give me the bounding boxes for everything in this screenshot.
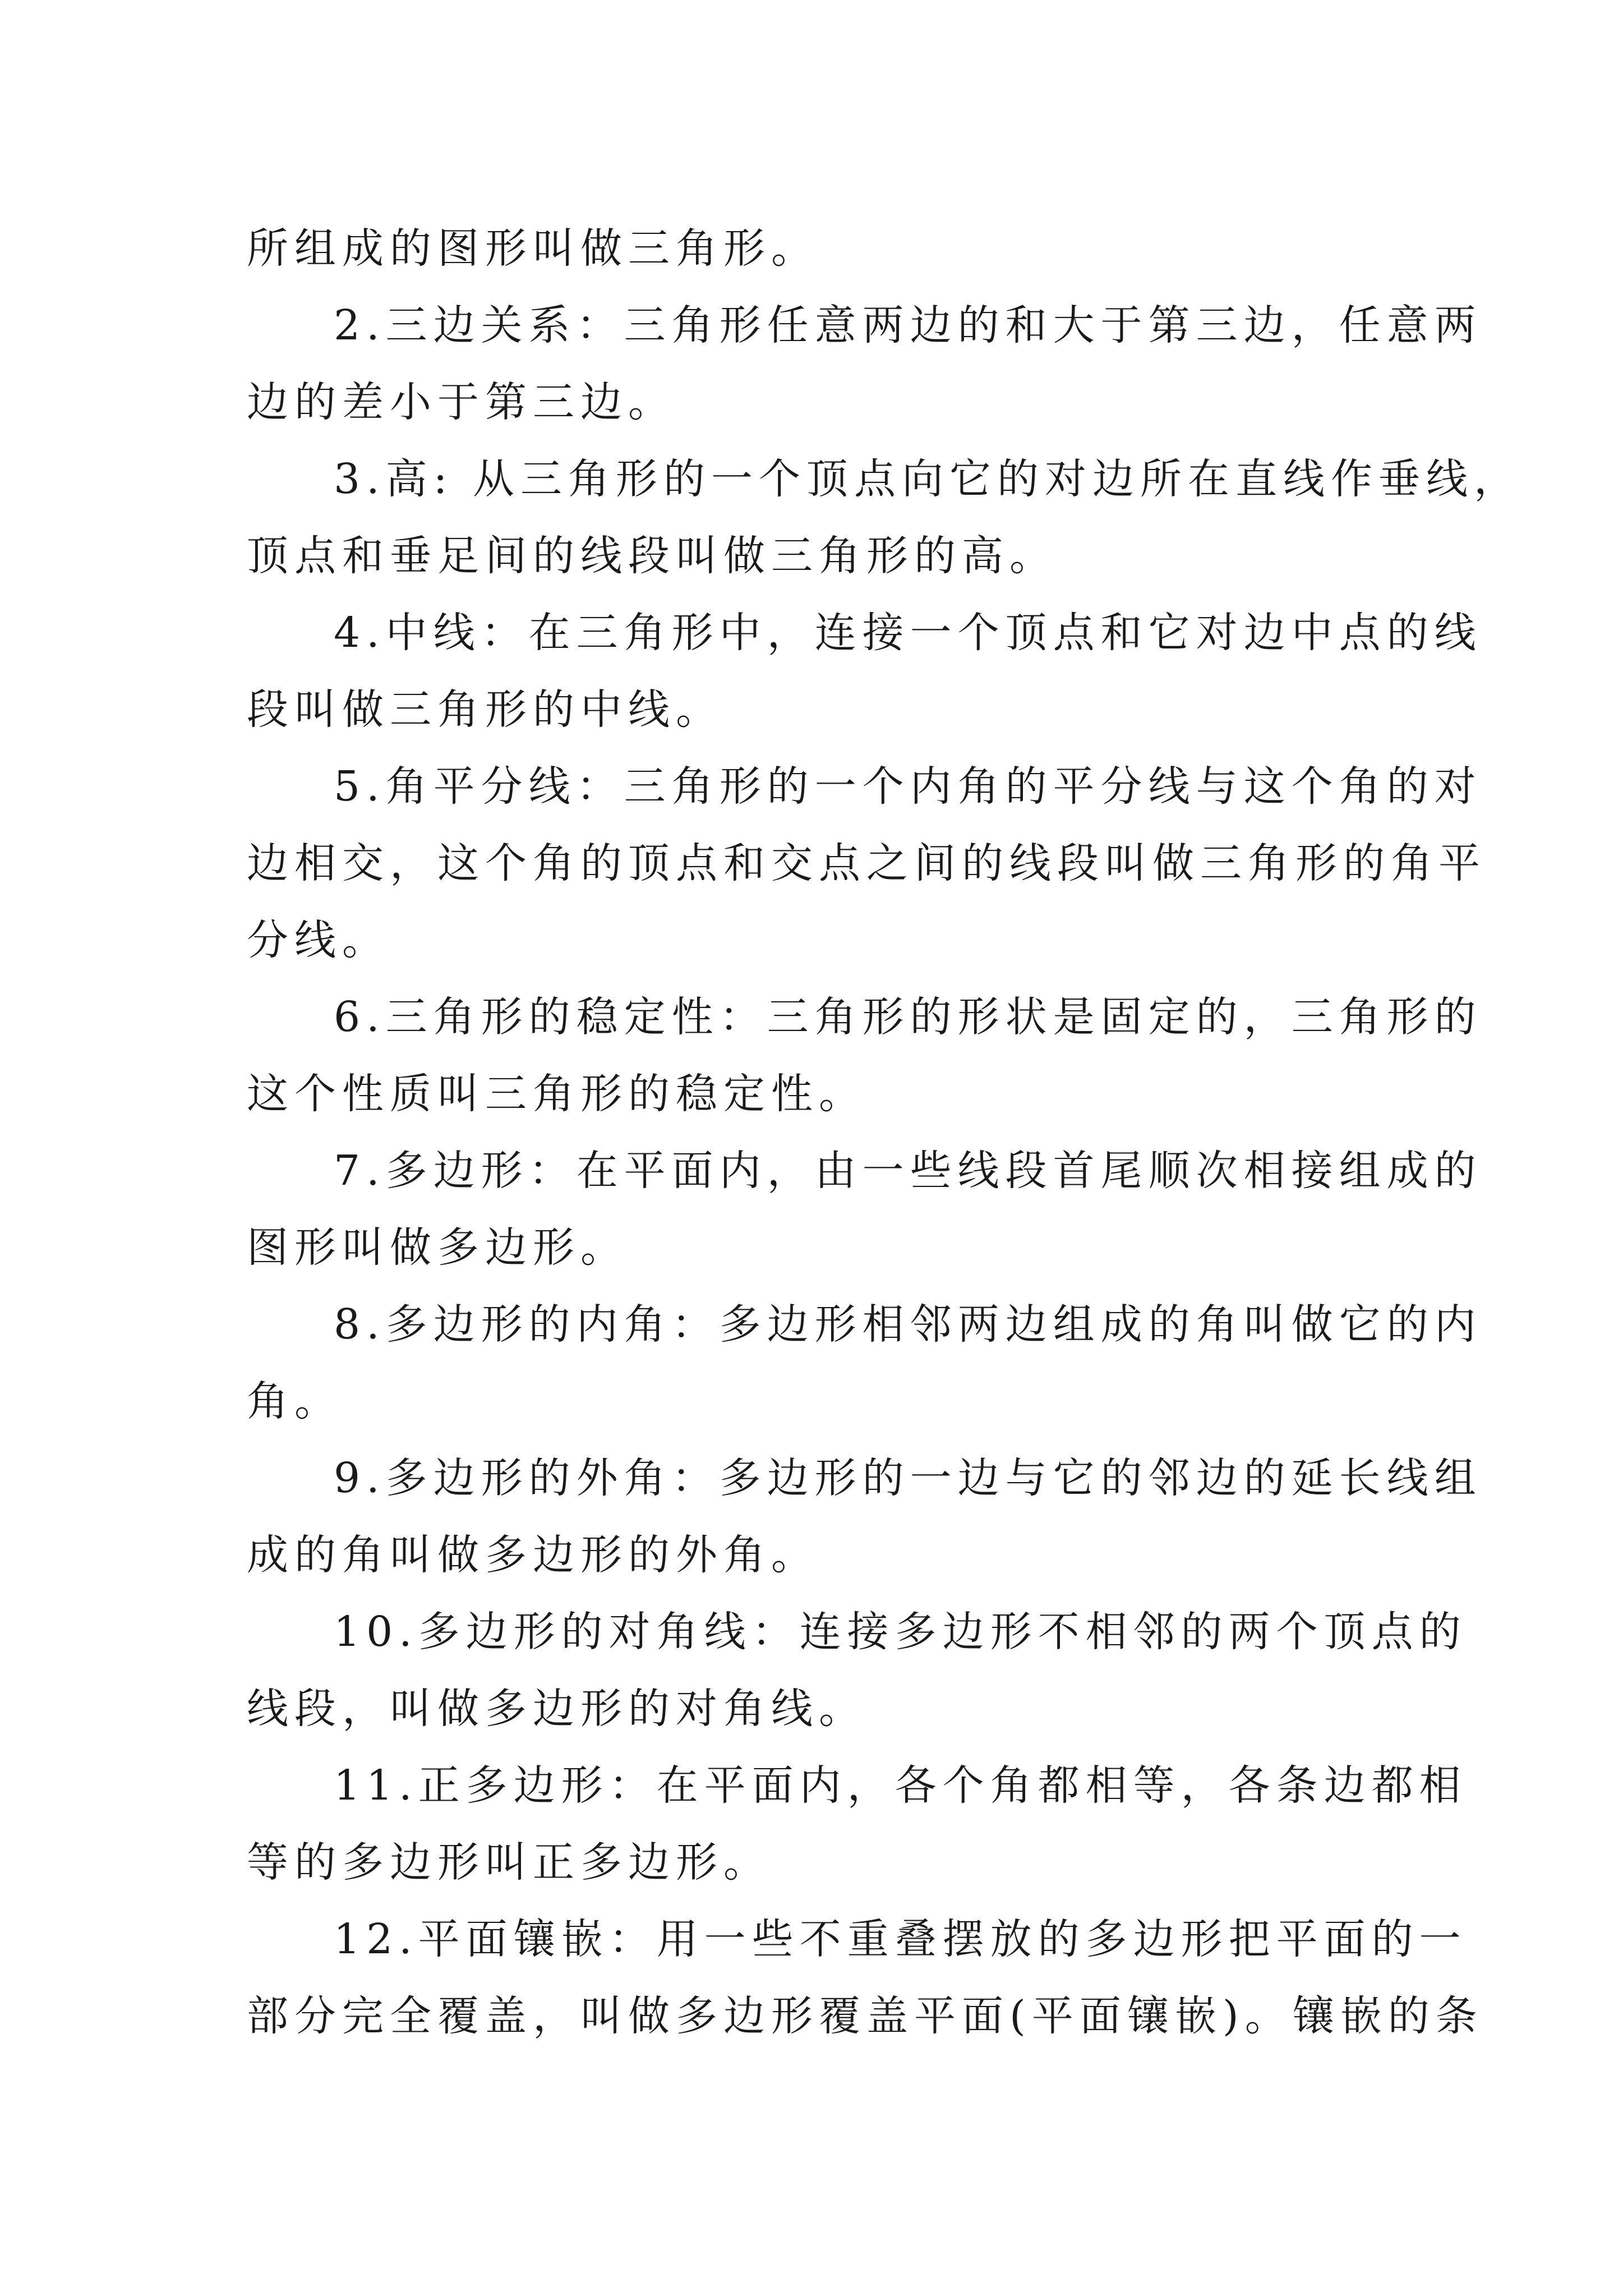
text-line: 边相交，这个角的顶点和交点之间的线段叫做三角形的角平 <box>247 839 1486 887</box>
text-line: 6.三角形的稳定性：三角形的形状是固定的，三角形的 <box>334 993 1482 1041</box>
body-text <box>247 210 1522 2055</box>
text-line: 7.多边形：在平面内，由一些线段首尾顺次相接组成的 <box>334 1147 1482 1195</box>
text-line: 4.中线：在三角形中，连接一个顶点和它对边中点的线 <box>334 609 1482 657</box>
text-line: 11.正多边形：在平面内，各个角都相等，各条边都相 <box>334 1761 1467 1810</box>
text-line: 9.多边形的外角：多边形的一边与它的邻边的延长线组 <box>334 1454 1482 1502</box>
text-line: 这个性质叫三角形的稳定性。 <box>247 1070 866 1118</box>
text-line: 角。 <box>247 1377 342 1425</box>
text-line: 3.高: 从三角形的一个顶点向它的对边所在直线作垂线， <box>334 455 1522 503</box>
text-line: 8.多边形的内角：多边形相邻两边组成的角叫做它的内 <box>334 1300 1482 1349</box>
text-line: 所组成的图形叫做三角形。 <box>247 224 819 273</box>
text-line: 5.角平分线：三角形的一个内角的平分线与这个角的对 <box>334 762 1482 811</box>
text-line: 分线。 <box>247 916 390 964</box>
text-line: 段叫做三角形的中线。 <box>247 685 723 734</box>
text-line: 成的角叫做多边形的外角。 <box>247 1531 819 1579</box>
text-line: 2.三边关系：三角形任意两边的和大于第三边，任意两 <box>334 301 1482 349</box>
text-line: 线段，叫做多边形的对角线。 <box>247 1685 866 1733</box>
text-line: 部分完全覆盖，叫做多边形覆盖平面(平面镶嵌)。镶嵌的条 <box>247 1992 1483 2040</box>
text-line: 图形叫做多边形。 <box>247 1223 628 1272</box>
text-line: 等的多边形叫正多边形。 <box>247 1838 771 1887</box>
text-line: 10.多边形的对角线：连接多边形不相邻的两个顶点的 <box>334 1608 1467 1656</box>
text-line: 顶点和垂足间的线段叫做三角形的高。 <box>247 532 1057 580</box>
text-line: 12.平面镶嵌：用一些不重叠摆放的多边形把平面的一 <box>334 1915 1467 1963</box>
text-line: 边的差小于第三边。 <box>247 378 676 426</box>
